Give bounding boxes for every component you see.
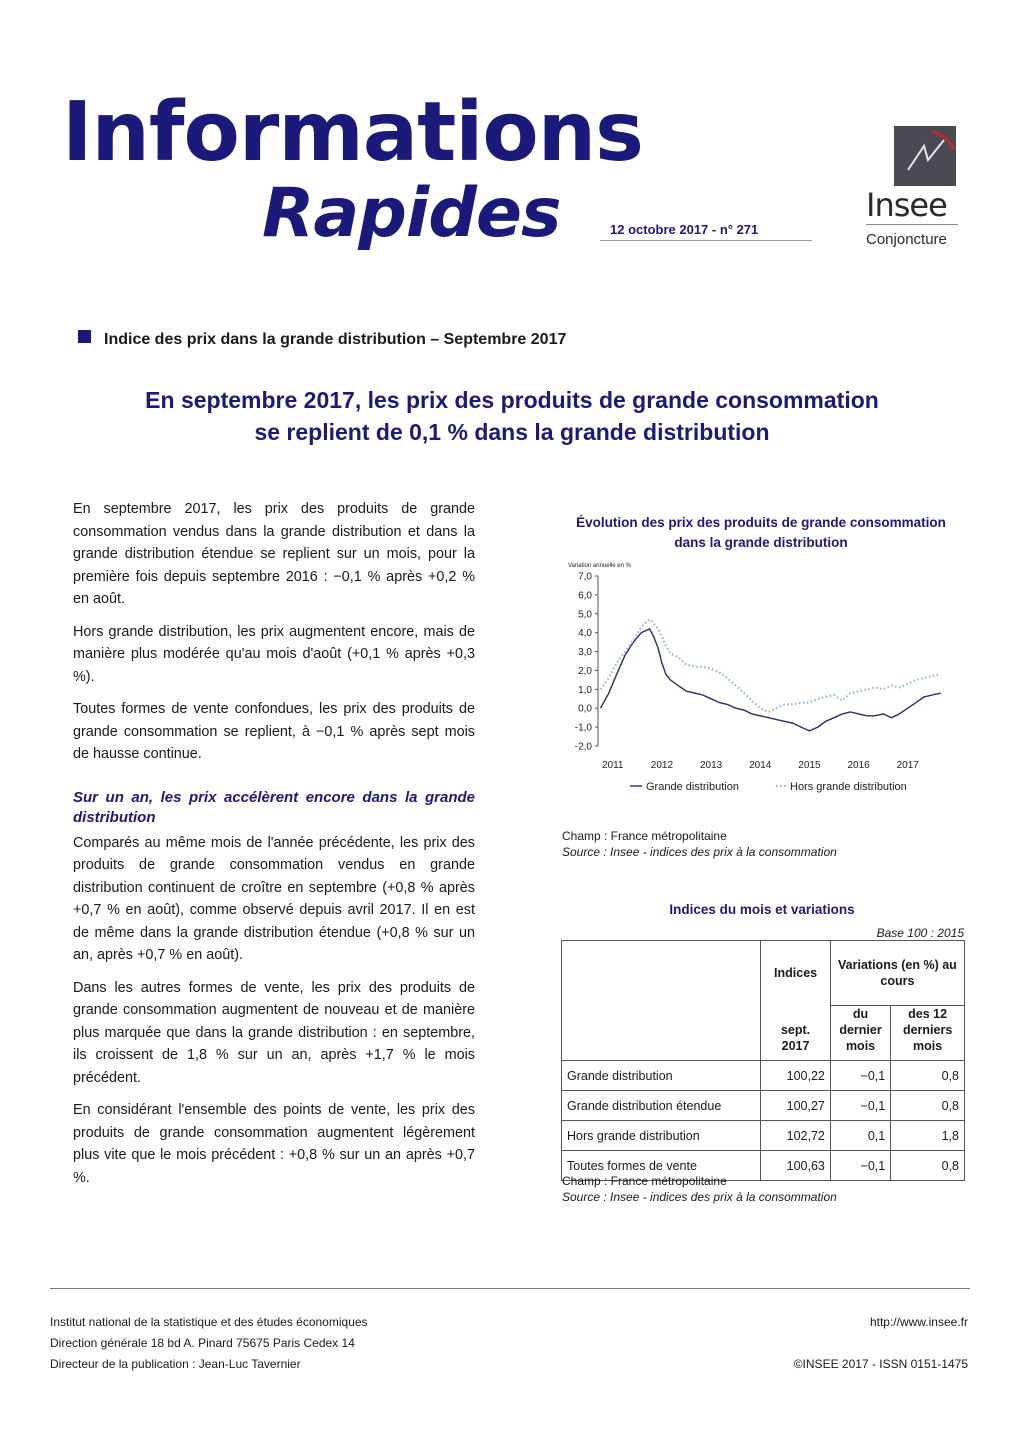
legend-label-hors-grande-distribution: Hors grande distribution	[790, 781, 907, 793]
row-yearly: 0,8	[891, 1151, 965, 1181]
row-yearly: 0,8	[891, 1061, 965, 1091]
y-tick-label: 6,0	[578, 590, 592, 602]
y-tick-label: -1,0	[574, 722, 592, 734]
paragraph-2: Hors grande distribution, les prix augmentent encore, mais de manière plus modérée qu'au mois d'août (+0,1 % après +0,3 %).	[73, 623, 475, 685]
price-chart	[560, 558, 960, 808]
row-label: Toutes formes de vente	[562, 1151, 761, 1181]
y-tick-label: -2,0	[574, 741, 592, 753]
x-tick-label: 2014	[749, 760, 772, 771]
row-index: 100,22	[761, 1061, 831, 1091]
paragraph-3: Toutes formes de vente confondues, les prix des produits de grande consommation se replient, à −0,1 % après sept mois de hausse continue.	[73, 701, 475, 762]
row-monthly: 0,1	[830, 1121, 890, 1151]
table-base-note: Base 100 : 2015	[876, 926, 964, 940]
header-rule	[600, 240, 812, 241]
row-index: 100,63	[761, 1151, 831, 1181]
x-tick-label: 2017	[896, 760, 919, 771]
chart-source-note: Source : Insee - indices des prix à la consommation	[562, 845, 837, 859]
y-tick-label: 2,0	[578, 665, 592, 677]
x-tick-label: 2011	[601, 760, 624, 771]
header-du-dernier-mois: du dernier mois	[830, 1006, 890, 1061]
chart-title: Évolution des prix des produits de grande consommation dans la grande distribution	[576, 515, 946, 550]
table-row	[562, 1061, 965, 1091]
brand-title-line1: Informations	[62, 85, 643, 180]
row-label: Grande distribution étendue	[562, 1091, 761, 1121]
issue-date: 12 octobre 2017 - n° 271	[610, 222, 759, 237]
row-monthly: −0,1	[830, 1151, 890, 1181]
table-title: Indices du mois et variations	[669, 902, 855, 917]
body-column	[73, 498, 475, 1199]
footer-address: Direction générale 18 bd A. Pinard 75675 Paris Cedex 14	[50, 1336, 355, 1350]
paragraph-5: Dans les autres formes de vente, les prix des produits de grande consommation augmentent de nouveau et de manière plus marquée que dans la grande distribution : en septembre, ils croissent de 1,8 % sur un an, après +1,7 % le mois précédent.	[73, 979, 475, 1086]
table-champ-note: Champ : France métropolitaine	[562, 1174, 727, 1188]
rubric-title: Indice des prix dans la grande distribution – Septembre 2017	[104, 331, 567, 348]
rubric-bullet-icon	[78, 330, 91, 343]
row-yearly: 1,8	[891, 1121, 965, 1151]
logo-subtitle: Conjoncture	[866, 231, 947, 248]
x-tick-label: 2016	[847, 760, 870, 771]
y-tick-label: 1,0	[578, 684, 592, 696]
y-tick-label: 7,0	[578, 571, 592, 583]
logo-wordmark: Insee	[866, 186, 947, 224]
table-source-note: Source : Insee - indices des prix à la consommation	[562, 1190, 837, 1204]
x-tick-label: 2012	[650, 760, 674, 771]
row-monthly: −0,1	[830, 1091, 890, 1121]
row-label: Hors grande distribution	[562, 1121, 761, 1151]
series-line-grande-distribution	[601, 629, 941, 731]
table-row	[562, 1091, 965, 1121]
y-tick-label: 0,0	[578, 703, 592, 715]
header-variations: Variations (en %) au cours	[830, 941, 964, 1006]
chart-champ-note: Champ : France métropolitaine	[562, 829, 727, 843]
row-label: Grande distribution	[562, 1061, 761, 1091]
row-index: 100,27	[761, 1091, 831, 1121]
indices-table	[561, 940, 965, 1181]
footer-director: Directeur de la publication : Jean-Luc Tavernier	[50, 1357, 301, 1371]
row-yearly: 0,8	[891, 1091, 965, 1121]
header-indices: Indices	[761, 941, 831, 1006]
section-subhead: Sur un an, les prix accélèrent encore dans la grande distribution	[73, 788, 475, 826]
table-corner	[562, 941, 761, 1061]
y-tick-label: 4,0	[578, 628, 592, 640]
paragraph-6: En considérant l'ensemble des points de vente, les prix des produits de grande consommation augmentent légèrement plus vite que le mois précédent : +0,8 % sur un an après +0,7 %.	[73, 1102, 475, 1186]
legend-label-grande-distribution: Grande distribution	[646, 781, 739, 793]
x-tick-label: 2013	[699, 760, 723, 771]
footer-rule	[50, 1288, 970, 1289]
table-row	[562, 1121, 965, 1151]
headline-line2: se replient de 0,1 % dans la grande distribution	[254, 419, 770, 445]
paragraph-4: Comparés au même mois de l'année précédente, les prix des produits de grande consommation vendus en grande distribution continuent de croître en septembre (+0,8 % après +0,7 % en août), comme observé depuis avril 2017. Il en est de même dans la grande distribution étendue (+0,8 % sur un an, après +0,7 % en août).	[73, 834, 475, 963]
footer-url[interactable]: http://www.insee.fr	[869, 1315, 968, 1329]
header-des-12-mois: des 12 derniers mois	[891, 1006, 965, 1061]
paragraph-1: En septembre 2017, les prix des produits de grande consommation vendus dans la grande distribution et dans la grande distribution étendue se replient sur un mois, pour la première fois depuis septembre 2016 : −0,1 % après +0,2 % en août.	[73, 501, 475, 607]
brand-title-line2: Rapides	[262, 174, 561, 253]
header-sept: sept. 2017	[761, 1006, 831, 1061]
row-monthly: −0,1	[830, 1061, 890, 1091]
y-axis-label: Variation annuelle en %	[568, 563, 631, 569]
x-tick-label: 2015	[798, 760, 821, 771]
insee-logo-icon	[894, 126, 956, 186]
row-index: 102,72	[761, 1121, 831, 1151]
logo-divider	[866, 224, 958, 225]
y-tick-label: 3,0	[578, 647, 592, 659]
footer-copyright: ©INSEE 2017 - ISSN 0151-1475	[793, 1357, 968, 1371]
headline	[60, 384, 964, 448]
headline-line1: En septembre 2017, les prix des produits de grande consommation	[145, 387, 879, 413]
y-tick-label: 5,0	[578, 609, 592, 621]
footer-institute: Institut national de la statistique et des études économiques	[50, 1315, 368, 1329]
